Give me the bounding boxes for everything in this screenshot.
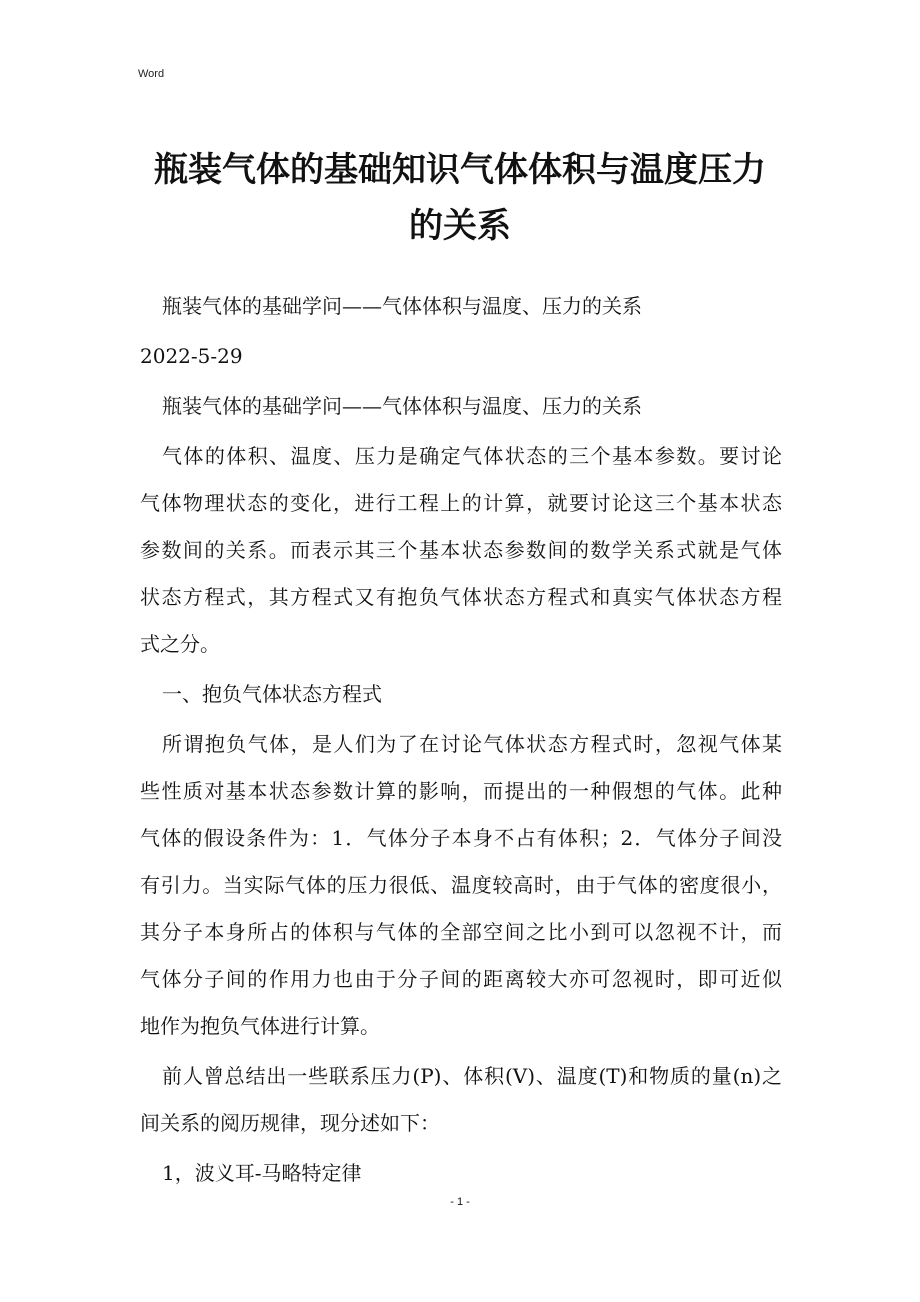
- title-line: 瓶装气体的基础知识气体体积与温度压力: [154, 150, 766, 190]
- text-line: 2022-5-29: [140, 344, 243, 368]
- text-line: 瓶装气体的基础学问——气体体积与温度、压力的关系: [162, 294, 642, 318]
- title-line: 的关系: [409, 206, 511, 246]
- text-line: 其分子本身所占的体积与气体的全部空间之比小到可以忽视不计，而: [140, 920, 782, 944]
- text-line: 地作为抱负气体进行计算。: [140, 1014, 380, 1038]
- text-line: 式之分。: [140, 632, 220, 656]
- paragraph: [140, 336, 782, 383]
- paragraph: [140, 436, 782, 671]
- page-number: - 1 -: [450, 1196, 470, 1208]
- text-line: 气体的体积、温度、压力是确定气体状态的三个基本参数。要讨论: [162, 444, 782, 468]
- text-line: 一、抱负气体状态方程式: [162, 682, 382, 706]
- text-line: 所谓抱负气体，是人们为了在讨论气体状态方程式时，忽视气体某: [162, 732, 782, 756]
- paragraph: [140, 286, 782, 333]
- paragraph: [140, 1153, 782, 1200]
- document-title: [0, 142, 920, 254]
- paragraph: [140, 1056, 782, 1150]
- text-line: 气体分子间的作用力也由于分子间的距离较大亦可忽视时，即可近似: [140, 967, 782, 991]
- paragraph: [140, 386, 782, 433]
- paragraph: [140, 674, 782, 721]
- text-line: 气体的假设条件为：1．气体分子本身不占有体积；2．气体分子间没: [140, 826, 782, 850]
- text-line: 气体物理状态的变化，进行工程上的计算，就要讨论这三个基本状态: [140, 491, 782, 515]
- text-line: 参数间的关系。而表示其三个基本状态参数间的数学关系式就是气体: [140, 538, 782, 562]
- text-line: 前人曾总结出一些联系压力(P)、体积(V)、温度(T)和物质的量(n)之: [162, 1064, 782, 1088]
- text-line: 瓶装气体的基础学问——气体体积与温度、压力的关系: [162, 394, 642, 418]
- text-line: 有引力。当实际气体的压力很低、温度较高时，由于气体的密度很小，: [140, 873, 782, 897]
- paragraph: [140, 724, 782, 1053]
- text-line: 间关系的阅历规律，现分述如下：: [140, 1111, 440, 1135]
- page-header: Word: [138, 68, 165, 80]
- document-body: [140, 286, 782, 1203]
- text-line: 1，波义耳-马略特定律: [162, 1161, 362, 1185]
- text-line: 状态方程式，其方程式又有抱负气体状态方程式和真实气体状态方程: [140, 585, 782, 609]
- text-line: 些性质对基本状态参数计算的影响，而提出的一种假想的气体。此种: [140, 779, 782, 803]
